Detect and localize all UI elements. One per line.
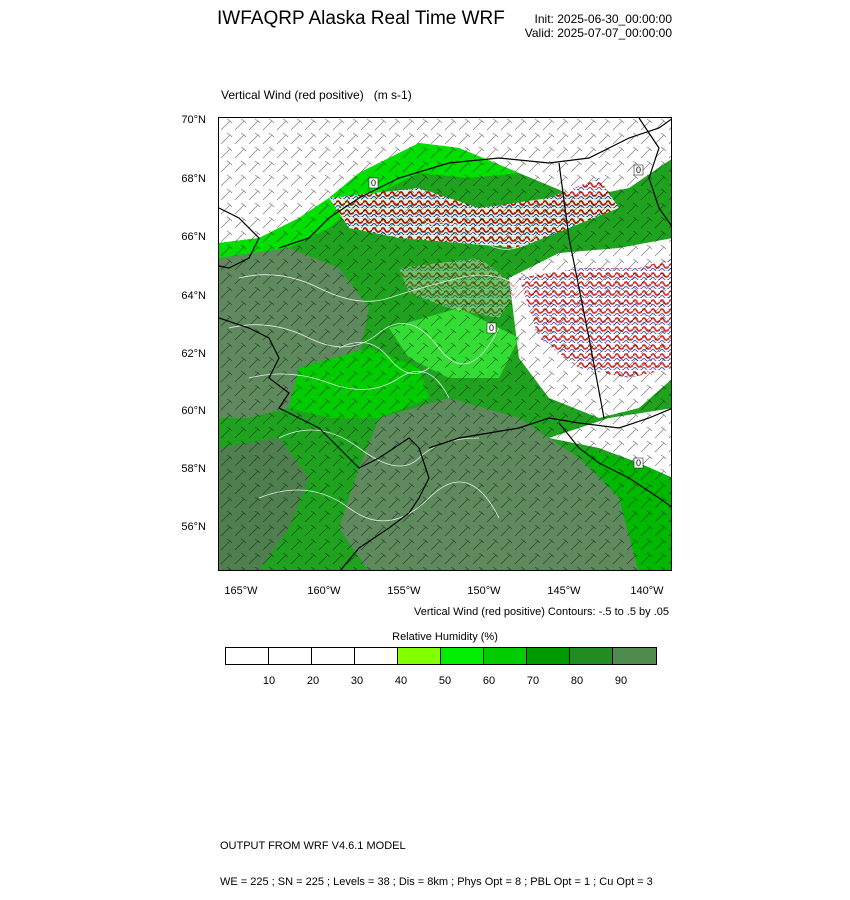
model-info-footer: [220, 816, 653, 900]
colorbar-bin-70-80: [527, 648, 570, 664]
lat-label-66n: 66°N: [181, 231, 206, 243]
lat-label-68n: 68°N: [181, 173, 206, 185]
lat-label-70n: 70°N: [181, 114, 206, 126]
colorbar-bin-90-100: [613, 648, 656, 664]
lat-label-56n: 56°N: [181, 521, 206, 533]
plot-title: IWFAQRP Alaska Real Time WRF: [217, 8, 505, 29]
colorbar-label: 60: [482, 675, 496, 687]
lon-label-140w: 140°W: [630, 585, 664, 597]
colorbar-label: 30: [350, 675, 364, 687]
colorbar-bin-30-40: [355, 648, 398, 664]
colorbar-label: 10: [262, 675, 276, 687]
lon-label-150w: 150°W: [467, 585, 501, 597]
lon-label-165w: 165°W: [224, 585, 258, 597]
colorbar: [225, 647, 657, 665]
lat-label-60n: 60°N: [181, 405, 206, 417]
lon-label-160w: 160°W: [307, 585, 341, 597]
run-times: [470, 12, 672, 40]
colorbar-bin-20-30: [312, 648, 355, 664]
contour-label: 0: [371, 178, 377, 188]
field-vertical-wind: Vertical Wind (red positive) (m s-1): [221, 88, 412, 102]
map-panel: [218, 117, 672, 571]
colorbar-bin-50-60: [441, 648, 484, 664]
contour-label: 0: [489, 323, 495, 333]
contour-label: 0: [636, 165, 642, 175]
colorbar-bin-60-70: [484, 648, 527, 664]
colorbar-title: Relative Humidity (%): [392, 631, 498, 643]
init-time: Init: 2025-06-30_00:00:00: [534, 12, 672, 26]
footer-model-line: OUTPUT FROM WRF V4.6.1 MODEL: [220, 840, 406, 852]
map-canvas: [219, 118, 672, 571]
colorbar-label: 40: [394, 675, 408, 687]
footer-config-line: WE = 225 ; SN = 225 ; Levels = 38 ; Dis = 8km ; Phys Opt = 8 ; PBL Opt = 1 ; Cu Opt = 3: [220, 876, 653, 888]
lat-label-62n: 62°N: [181, 348, 206, 360]
colorbar-bin-80-90: [570, 648, 613, 664]
lat-label-58n: 58°N: [181, 463, 206, 475]
contour-label: 0: [636, 458, 642, 468]
colorbar-bin-0-10: [226, 648, 269, 664]
colorbar-bin-10-20: [269, 648, 312, 664]
colorbar-bin-40-50: [398, 648, 441, 664]
colorbar-label: 90: [614, 675, 628, 687]
wind-barbs: [219, 118, 672, 571]
lon-label-155w: 155°W: [387, 585, 421, 597]
colorbar-label: 70: [526, 675, 540, 687]
colorbar-label: 20: [306, 675, 320, 687]
colorbar-label: 80: [570, 675, 584, 687]
valid-time: Valid: 2025-07-07_00:00:00: [524, 26, 672, 40]
contour-note: Vertical Wind (red positive) Contours: -.5 to .5 by .05: [414, 606, 669, 618]
lat-label-64n: 64°N: [181, 290, 206, 302]
lon-label-145w: 145°W: [547, 585, 581, 597]
colorbar-label: 50: [438, 675, 452, 687]
